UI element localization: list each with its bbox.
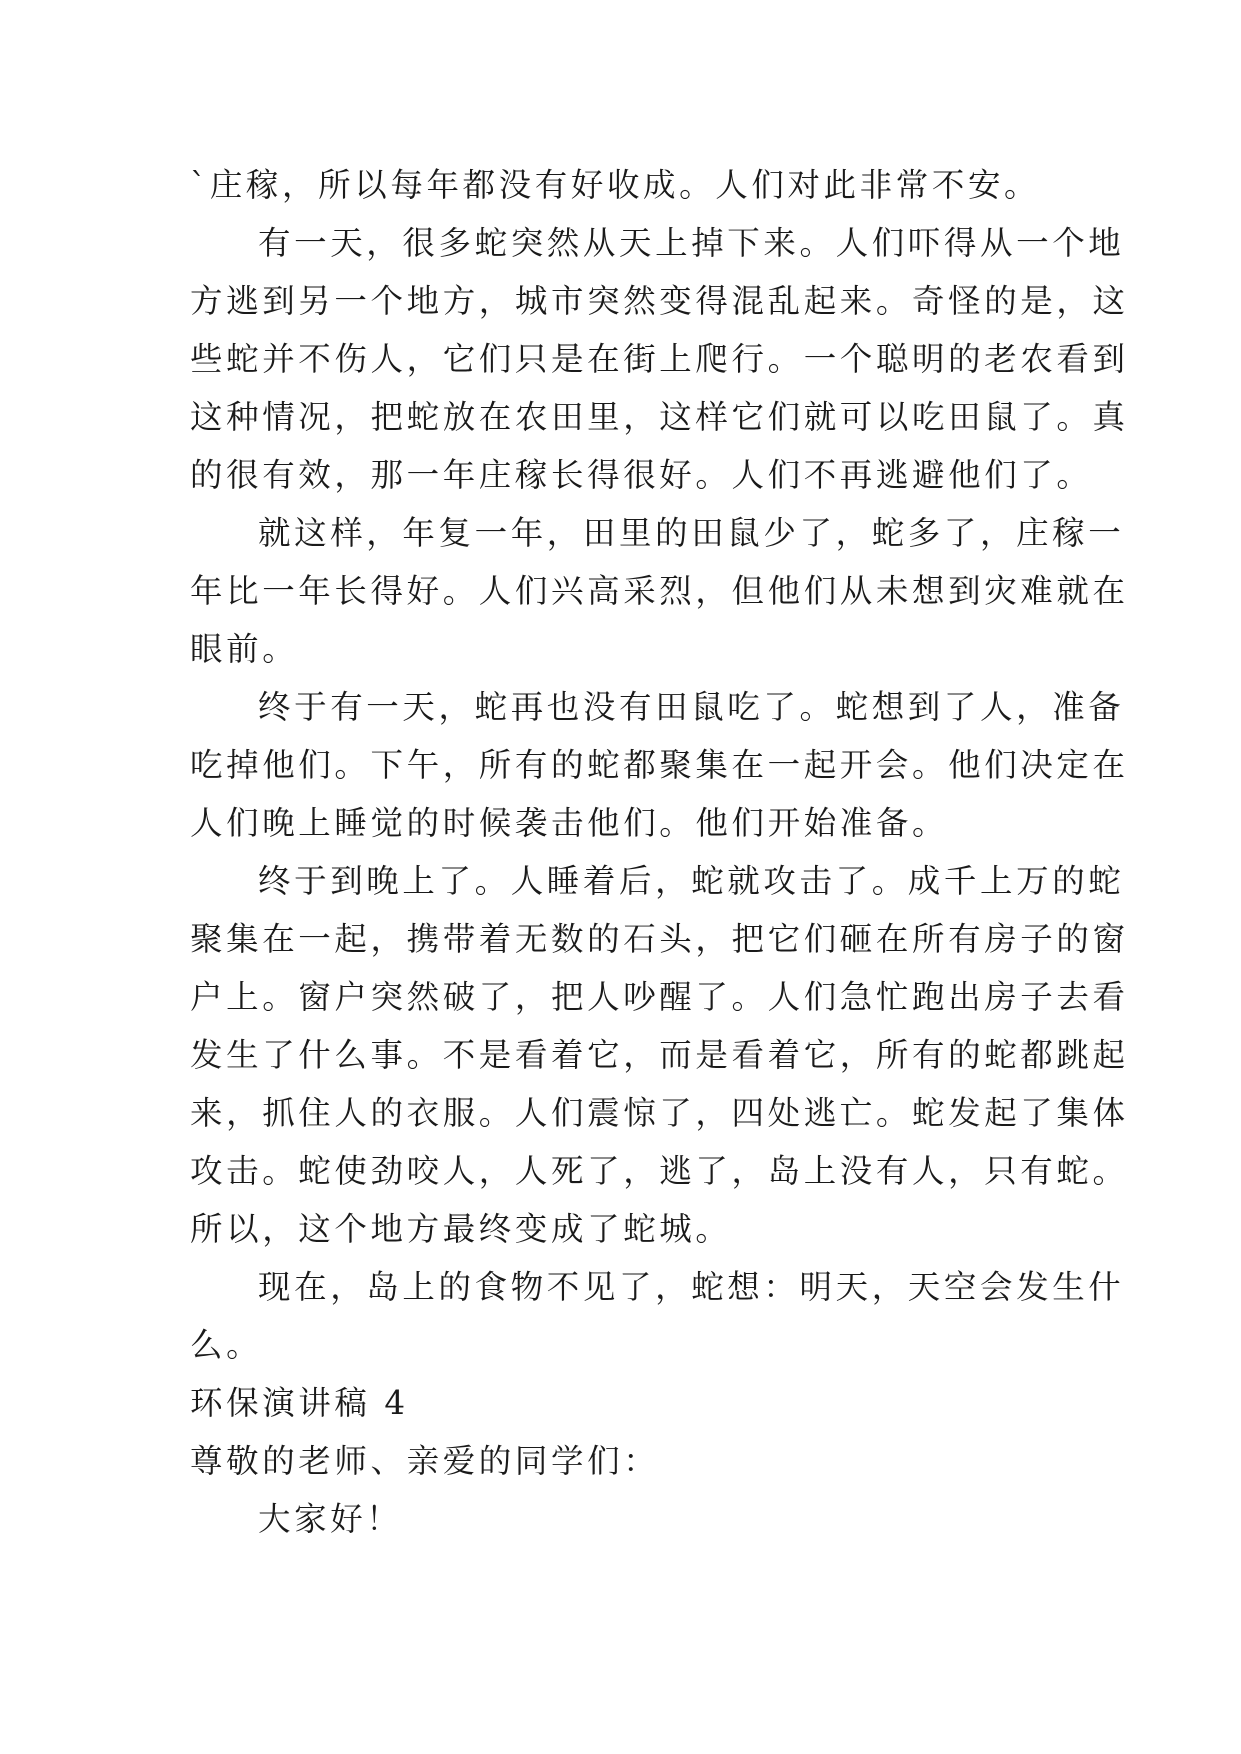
text-line: 的很有效，那一年庄稼长得很好。人们不再逃避他们了。 [190,456,1093,494]
text-line: 这种情况，把蛇放在农田里，这样它们就可以吃田鼠了。真 [190,398,1129,436]
text-line: 所以，这个地方最终变成了蛇城。 [190,1210,732,1248]
section-heading: 环保演讲稿 4 [190,1384,409,1422]
greeting: 大家好！ [258,1500,403,1538]
text-line: 么。 [190,1326,263,1364]
text-line: 些蛇并不伤人，它们只是在街上爬行。一个聪明的老农看到 [190,340,1129,378]
text-line: 人们晚上睡觉的时候袭击他们。他们开始准备。 [190,804,949,842]
text-line: 吃掉他们。下午，所有的蛇都聚集在一起开会。他们决定在 [190,746,1129,784]
text-line: 户上。窗户突然破了，把人吵醒了。人们急忙跑出房子去看 [190,978,1129,1016]
text-line: 攻击。蛇使劲咬人，人死了，逃了，岛上没有人，只有蛇。 [190,1152,1129,1190]
text-line: 发生了什么事。不是看着它，而是看着它，所有的蛇都跳起 [190,1036,1129,1074]
text-line: 聚集在一起，携带着无数的石头，把它们砸在所有房子的窗 [190,920,1129,958]
paragraph-start-line: 终于有一天，蛇再也没有田鼠吃了。蛇想到了人，准备 [258,688,1125,726]
paragraph-start-line: 终于到晚上了。人睡着后，蛇就攻击了。成千上万的蛇 [258,862,1125,900]
paragraph-start-line: 就这样，年复一年，田里的田鼠少了，蛇多了，庄稼一 [258,514,1125,552]
text-line: 来，抓住人的衣服。人们震惊了，四处逃亡。蛇发起了集体 [190,1094,1129,1132]
text-line: 方逃到另一个地方，城市突然变得混乱起来。奇怪的是，这 [190,282,1129,320]
salutation: 尊敬的老师、亲爱的同学们： [190,1442,660,1480]
text-line: 年比一年长得好。人们兴高采烈，但他们从未想到灾难就在 [190,572,1129,610]
text-line: `庄稼，所以每年都没有好收成。人们对此非常不安。 [190,166,1041,204]
document-body [190,156,1129,1548]
text-line: 眼前。 [190,630,299,668]
paragraph-start-line: 有一天，很多蛇突然从天上掉下来。人们吓得从一个地 [258,224,1125,262]
paragraph-start-line: 现在，岛上的食物不见了，蛇想：明天，天空会发生什 [258,1268,1125,1306]
